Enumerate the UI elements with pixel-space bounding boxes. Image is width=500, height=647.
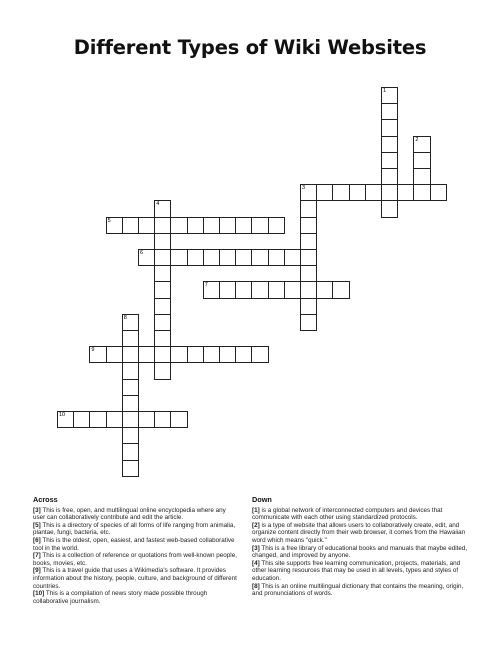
grid-cell[interactable]	[365, 184, 382, 201]
grid-cell[interactable]	[251, 346, 268, 363]
grid-cell[interactable]	[203, 249, 220, 266]
grid-cell[interactable]	[138, 217, 155, 234]
grid-cell[interactable]	[187, 346, 204, 363]
grid-cell[interactable]	[170, 346, 187, 363]
grid-cell[interactable]	[122, 330, 139, 347]
grid-cell[interactable]	[332, 281, 349, 298]
grid-cell[interactable]	[203, 346, 220, 363]
grid-cell[interactable]	[122, 379, 139, 396]
grid-cell[interactable]	[349, 184, 366, 201]
grid-cell[interactable]	[300, 233, 317, 250]
grid-cell[interactable]	[187, 217, 204, 234]
across-clue	[33, 567, 238, 590]
clue-text: This is a directory of species of all forms of life ranging from animalia, plantae, fungi, bacteria, etc.	[33, 521, 236, 537]
grid-cell[interactable]	[300, 217, 317, 234]
grid-cell[interactable]	[73, 411, 90, 428]
down-clues	[252, 496, 470, 598]
across-clue	[33, 507, 238, 522]
grid-cell[interactable]	[154, 217, 171, 234]
grid-cell[interactable]	[381, 103, 398, 120]
clue-number: [9]	[33, 567, 41, 575]
grid-cell[interactable]	[381, 168, 398, 185]
down-clue	[252, 545, 470, 560]
clue-number: [3]	[33, 506, 41, 514]
grid-cell[interactable]	[106, 411, 123, 428]
clue-number-label: 10	[59, 412, 66, 418]
clue-number: [5]	[33, 521, 41, 529]
grid-cell[interactable]	[122, 427, 139, 444]
grid-cell[interactable]	[284, 281, 301, 298]
grid-cell[interactable]	[154, 346, 171, 363]
grid-cell[interactable]	[268, 281, 285, 298]
grid-cell[interactable]	[413, 152, 430, 169]
grid-cell[interactable]	[430, 184, 447, 201]
grid-cell[interactable]	[381, 152, 398, 169]
across-clue	[33, 552, 238, 567]
grid-cell[interactable]	[203, 217, 220, 234]
clue-number-label: 8	[123, 314, 127, 321]
grid-cell[interactable]	[154, 233, 171, 250]
clue-text: This site supports free learning communication, projects, materials, and other learning resources that may be used in all levels, types and styles of education.	[252, 559, 461, 582]
grid-cell[interactable]	[170, 249, 187, 266]
grid-cell[interactable]	[316, 281, 333, 298]
across-heading: Across	[33, 495, 58, 504]
clue-number: [4]	[252, 559, 260, 567]
clue-text: This is a compilation of news story made possible through collaborative journalism.	[33, 590, 208, 605]
grid-cell[interactable]	[235, 346, 252, 363]
grid-cell[interactable]	[381, 136, 398, 153]
grid-cell[interactable]	[122, 460, 139, 477]
clue-number-label: 3	[302, 185, 306, 192]
grid-cell[interactable]	[154, 411, 171, 428]
grid-cell[interactable]	[138, 346, 155, 363]
grid-cell[interactable]	[219, 346, 236, 363]
grid-cell[interactable]	[154, 281, 171, 298]
across-clue	[33, 590, 238, 605]
grid-cell[interactable]	[316, 184, 333, 201]
page-title: Different Types of Wiki Websites	[73, 36, 427, 59]
grid-cell[interactable]	[106, 346, 123, 363]
grid-cell[interactable]	[268, 249, 285, 266]
grid-cell[interactable]	[300, 265, 317, 282]
clue-text: This is the oldest, open, easiest, and fastest web-based collaborative tool in the world.	[33, 536, 235, 552]
down-clue	[252, 507, 470, 522]
grid-cell[interactable]	[251, 249, 268, 266]
grid-cell[interactable]	[187, 249, 204, 266]
grid-cell[interactable]	[397, 184, 414, 201]
clue-number: [7]	[33, 552, 41, 560]
grid-cell[interactable]	[235, 249, 252, 266]
grid-cell[interactable]	[154, 314, 171, 331]
grid-cell[interactable]	[122, 443, 139, 460]
grid-cell[interactable]	[251, 281, 268, 298]
grid-cell[interactable]	[154, 362, 171, 379]
down-clue	[252, 522, 470, 545]
clue-number: [10]	[33, 590, 45, 598]
grid-cell[interactable]	[413, 168, 430, 185]
clue-number-label: 2	[415, 136, 419, 143]
grid-cell[interactable]	[154, 249, 171, 266]
clue-number: [3]	[252, 544, 260, 552]
grid-cell[interactable]	[300, 314, 317, 331]
grid-cell[interactable]	[170, 217, 187, 234]
grid-cell[interactable]	[381, 200, 398, 217]
grid-cell[interactable]	[268, 217, 285, 234]
grid-cell[interactable]	[154, 330, 171, 347]
clue-number: [8]	[252, 582, 260, 590]
clue-number-label: 6	[140, 250, 144, 256]
grid-cell[interactable]	[219, 217, 236, 234]
down-clue	[252, 583, 470, 598]
grid-cell[interactable]	[170, 411, 187, 428]
clue-number-label: 1	[383, 88, 387, 94]
clue-text: This is a travel guide that uses a Wikimedia's software. It provides information about the history, people, culture, and background of different countries.	[33, 567, 237, 590]
grid-cell[interactable]	[381, 119, 398, 136]
clue-number: [6]	[33, 536, 41, 544]
clue-text: This is free, open, and multilingual online encyclopedia where any user can collaboratively contribute and edit the article.	[33, 506, 226, 522]
clue-text: is a type of website that allows users to collaboratively create, edit, and organize content directly from their web browser, it comes from the Hawaiian word which means "quick."	[252, 521, 466, 544]
grid-cell[interactable]	[154, 298, 171, 315]
down-heading: Down	[252, 495, 272, 504]
across-clue	[33, 537, 238, 552]
grid-cell[interactable]	[300, 281, 317, 298]
grid-cell[interactable]	[235, 217, 252, 234]
grid-cell[interactable]	[219, 249, 236, 266]
grid-cell[interactable]	[154, 265, 171, 282]
grid-cell[interactable]	[332, 184, 349, 201]
grid-cell[interactable]	[413, 184, 430, 201]
across-clue	[33, 522, 238, 537]
grid-cell[interactable]	[235, 281, 252, 298]
grid-cell[interactable]	[122, 362, 139, 379]
grid-cell[interactable]	[300, 200, 317, 217]
across-clues	[33, 496, 238, 605]
clue-text: is a global network of interconnected computers and devices that communicate with each other using standardized protocols.	[252, 506, 443, 522]
clue-number-label: 7	[204, 282, 208, 289]
grid-cell[interactable]	[138, 411, 155, 428]
grid-cell[interactable]	[300, 298, 317, 315]
clue-text: This is an online multilingual dictionary that contains the meaning, origin, and pronunciations of words.	[252, 582, 464, 598]
grid-cell[interactable]	[251, 217, 268, 234]
clue-number-label: 4	[156, 201, 160, 208]
clue-number-label: 5	[107, 217, 111, 224]
grid-cell[interactable]	[89, 411, 106, 428]
grid-cell[interactable]	[300, 249, 317, 266]
grid-cell[interactable]	[381, 184, 398, 201]
down-clue	[252, 560, 470, 583]
grid-cell[interactable]	[122, 395, 139, 412]
clue-number: [1]	[252, 506, 260, 514]
clue-text: This is a free library of educational books and manuals that maybe edited, changed, and improved by anyone.	[252, 544, 468, 560]
grid-cell[interactable]	[122, 411, 139, 428]
grid-cell[interactable]	[122, 346, 139, 363]
clue-number: [2]	[252, 521, 260, 529]
grid-cell[interactable]	[122, 217, 139, 234]
clue-text: This is a collection of reference or quotations from well-known people, books, movies, etc.	[33, 552, 237, 567]
clue-number-label: 9	[91, 347, 95, 354]
grid-cell[interactable]	[219, 281, 236, 298]
grid-cell[interactable]	[284, 249, 301, 266]
